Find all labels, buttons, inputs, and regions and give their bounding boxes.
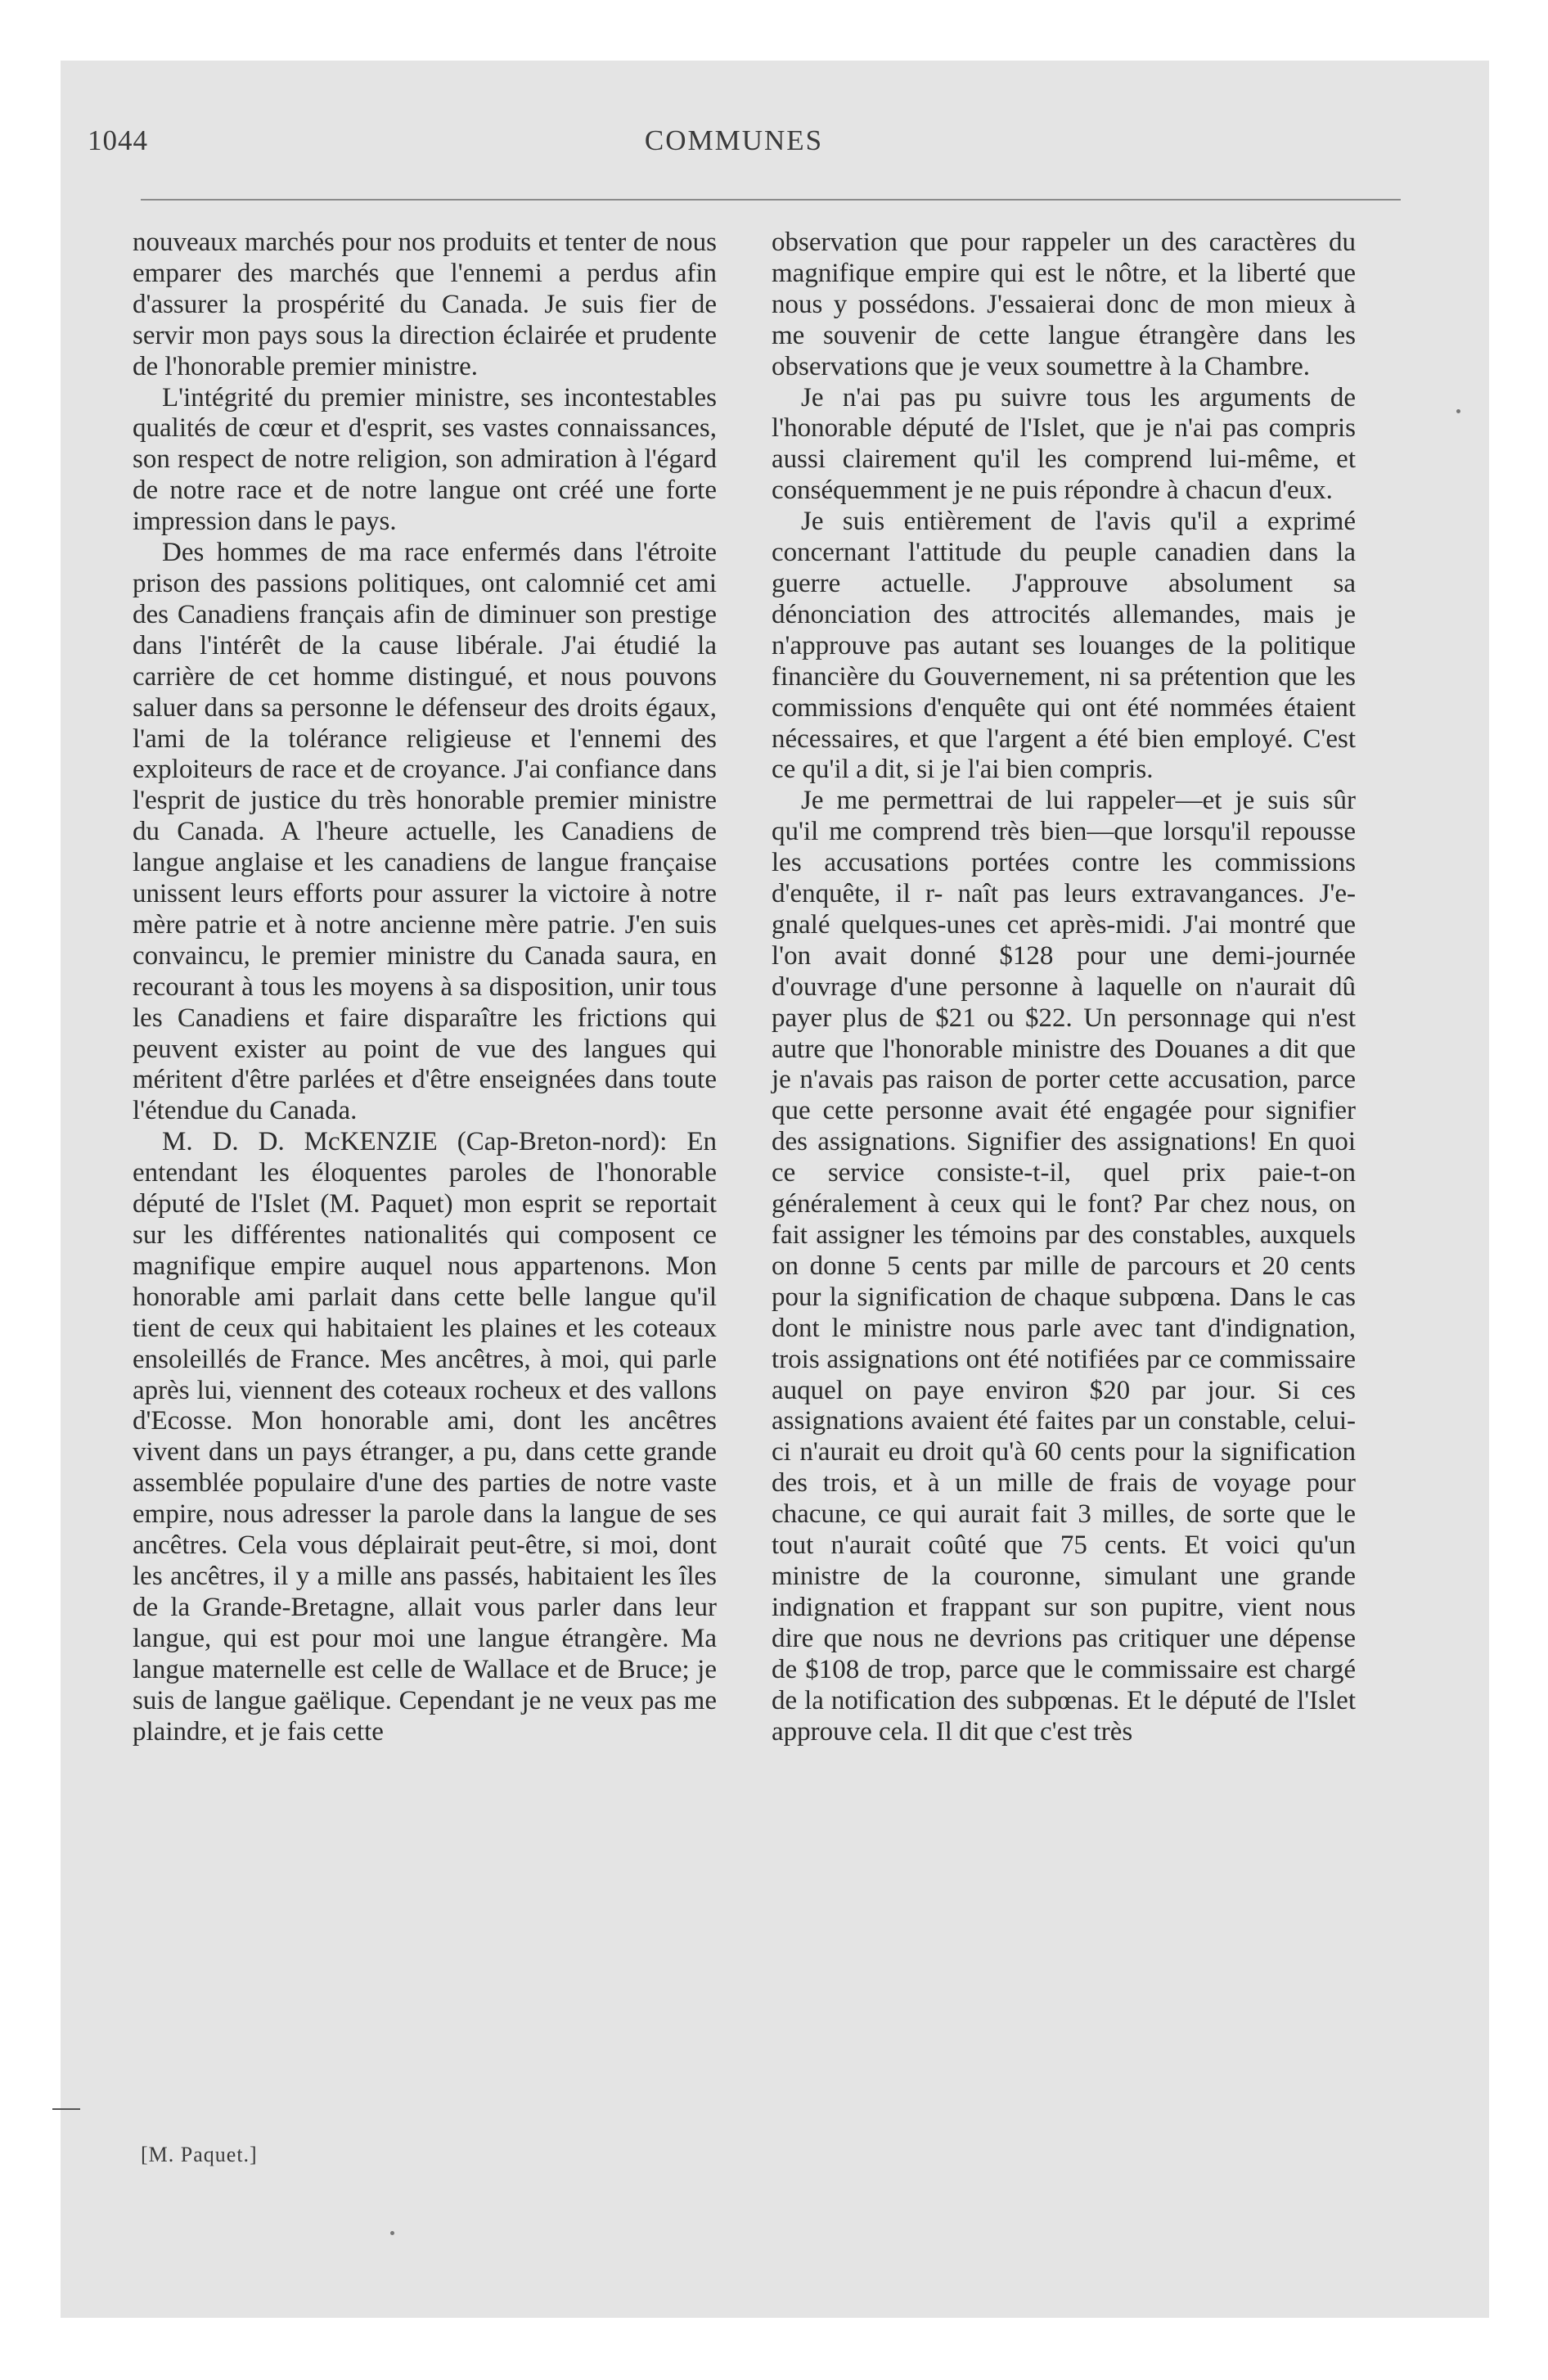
paragraph: nouveaux marchés pour nos produits et tenter de nous emparer des marchés que l'ennemi a perdus afin d'assurer la prospérité du Canada. Je suis fier de servir mon pays sous la direction éclairée et prudente de l'honorable premier ministre.	[133, 228, 717, 381]
ink-speck	[1456, 409, 1460, 413]
running-title: COMMUNES	[644, 124, 824, 156]
paragraph: L'intégrité du premier ministre, ses incontestables qualités de cœur et d'esprit, ses vastes connaissances, son respect de notre religion, son admiration à l'égard de notre race et de notre langue ont créé une forte impression dans le pays.	[133, 382, 717, 537]
page-number: 1044	[88, 124, 148, 156]
paragraph: M. D. D. McKENZIE (Cap-Breton-nord): En entendant les éloquentes paroles de l'honorable député de l'Islet (M. Paquet) mon esprit se reportait sur les différentes nationalités qui composent ce magnifique empire auquel nous appartenons. Mon honorable ami parlait dans cette belle langue qu'il tient de ceux qui habitaient les plaines et les coteaux ensoleillés de France. Mes ancêtres, à moi, qui parle après lui, viennent des coteaux rocheux et des vallons d'Ecosse. Mon honorable ami, dont les ancêtres vivent dans un pays étranger, a pu, dans cette grande assemblée populaire d'une des parties de notre vaste empire, nous adresser la parole dans la langue de ses ancêtres. Cela vous déplairait peut-être, si moi, dont les ancêtres, il y a mille ans passés, habitaient les îles de la Grande-Bretagne, allait vous parler dans leur langue, qui est pour moi une langue étrangère. Ma langue maternelle est celle de Wallace et de Bruce; je suis de langue gaëlique. Cependant je ne veux pas me plaindre, et je fais cette	[133, 1127, 717, 1747]
paragraph: Je me permettrai de lui rappeler—et je suis sûr qu'il me comprend très bien—que lorsqu'il repousse les accusations portées contre les commissions d'enquête, il r- naît pas leurs extravangances. J'e- gnalé quelques-unes cet après-midi. J'ai montré que l'on avait donné $128 pour une demi-journée d'ouvrage d'une personne à laquelle on n'aurait dû payer plus de $21 ou $22. Un personnage qui n'est autre que l'honorable ministre des Douanes a dit que je n'avais pas raison de porter cette accusation, parce que cette personne avait été engagée pour signifier des assignations. Signifier des assignations! En quoi ce service consiste-t-il, quel prix paie-t-on généralement à ceux qui le font? Par chez nous, on fait assigner les témoins par des constables, auxquels on donne 5 cents par mille de parcours et 20 cents pour la signification de chaque subpœna. Dans le cas dont le ministre nous parle avec tant d'indignation, trois assignations ont été notifiées par ce commissaire auquel on paye environ $20 par jour. Si ces assignations avaient été faites par un constable, celui-ci n'aurait eu droit qu'à 60 cents pour la signification des trois, et à un mille de frais de voyage pour chacune, ce qui aurait fait 3 milles, de sorte que le tout n'aurait coûté que 75 cents. Et voici qu'un ministre de la couronne, simulant une grande indignation et frappant sur son pupitre, vient nous dire que nous ne devrions pas critiquer une dépense de $108 de trop, parce que le commissaire est chargé de la notification des subpœnas. Et le député de l'Islet approuve cela. Il dit que c'est très	[772, 786, 1356, 1747]
left-column	[133, 228, 717, 1747]
paragraph: observation que pour rappeler un des caractères du magnifique empire qui est le nôtre, et la liberté que nous y possédons. J'essaierai donc de mon mieux à me souvenir de cette langue étrangère dans les observations que je veux soumettre à la Chambre.	[772, 228, 1356, 381]
page-header	[88, 124, 1380, 157]
speaker-footer: [M. Paquet.]	[141, 2143, 258, 2166]
paragraph: Des hommes de ma race enfermés dans l'étroite prison des passions politiques, ont calomnié cet ami des Canadiens français afin de diminuer son prestige dans l'intérêt de la cause libérale. J'ai étudié la carrière de cet homme distingué, et nous pouvons saluer dans sa personne le défenseur des droits égaux, l'ami de la tolérance religieuse et l'ennemi des exploiteurs de race et de croyance. J'ai confiance dans l'esprit de justice du très honorable premier ministre du Canada. A l'heure actuelle, les Canadiens de langue anglaise et les canadiens de langue française unissent leurs efforts pour assurer la victoire à notre mère patrie et à notre ancienne mère patrie. J'en suis convaincu, le premier ministre du Canada saura, en recourant à tous les moyens à sa disposition, unir tous les Canadiens et faire disparaître les frictions qui peuvent exister au point de vue des langues qui méritent d'être parlées et d'être enseignées dans toute l'étendue du Canada.	[133, 538, 717, 1126]
paragraph: Je suis entièrement de l'avis qu'il a exprimé concernant l'attitude du peuple canadien dans la guerre actuelle. J'approuve absolument sa dénonciation des attrocités allemandes, mais je n'approuve pas autant ses louanges de la politique financière du Gouvernement, ni sa prétention que les commissions d'enquête qui ont été nommées étaient nécessaires, et que l'argent a été bien employé. C'est ce qu'il a dit, si je l'ai bien compris.	[772, 507, 1356, 785]
margin-dash	[52, 2108, 80, 2110]
paragraph: Je n'ai pas pu suivre tous les arguments de l'honorable député de l'Islet, que je n'ai pas compris aussi clairement qu'il les comprend lui-même, et conséquemment je ne puis répondre à chacun d'eux.	[772, 382, 1356, 506]
right-column	[772, 228, 1356, 1747]
header-rule	[141, 199, 1401, 201]
ink-speck	[390, 2231, 394, 2235]
